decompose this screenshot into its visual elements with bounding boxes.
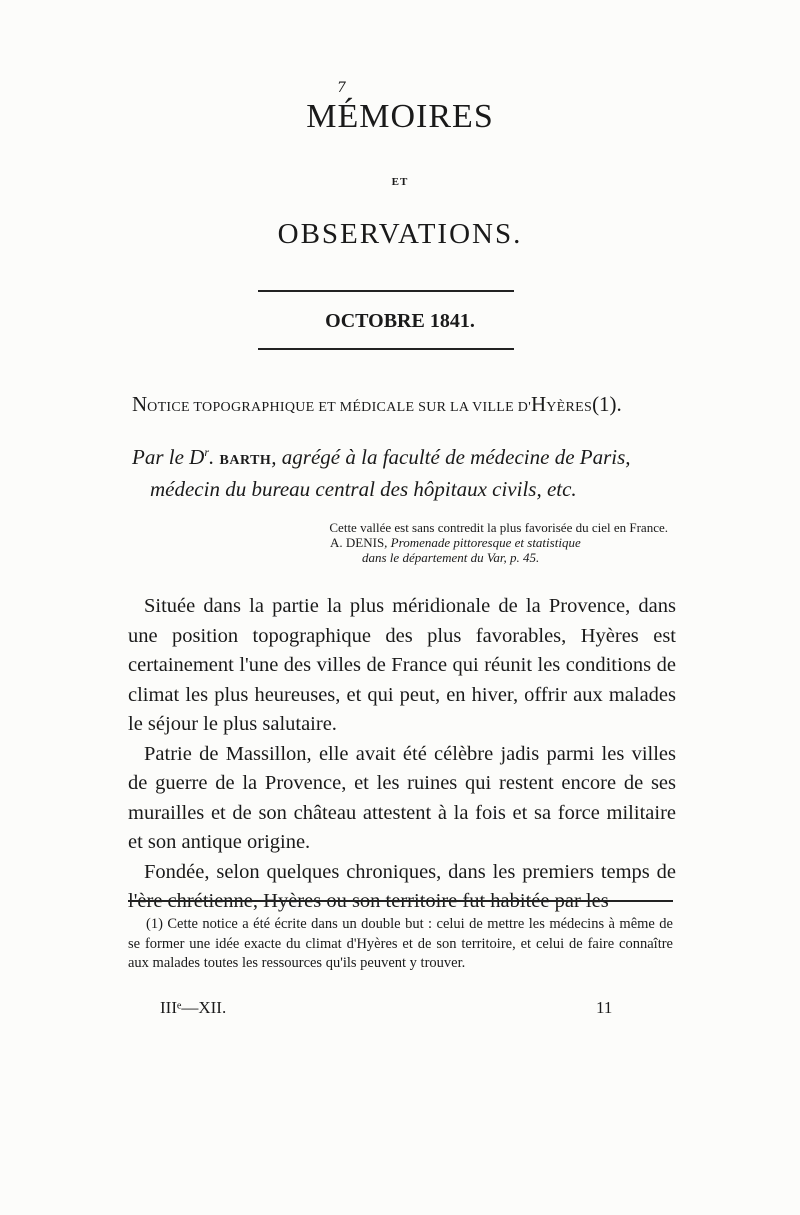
printer-mark: 7 — [337, 80, 346, 96]
epigraph-quote: Cette vallée est sans contredit la plus favorisée du ciel en France. — [329, 520, 668, 535]
author-line-1: Par le $D^r$. BARTH, agrégé à la faculté de médecine de Paris, — [132, 445, 631, 469]
author-name: BARTH — [219, 453, 272, 468]
footnote-rule — [128, 900, 673, 902]
issue-month: OCTOBRE — [325, 310, 425, 332]
body-text — [128, 592, 676, 917]
footnote-reference: (1). — [592, 392, 622, 416]
title-conjunction: ET — [391, 176, 409, 188]
bottom-rule — [258, 348, 514, 350]
issue-date — [0, 310, 800, 333]
author-byline — [132, 438, 677, 503]
title-observations: OBSERVATIONS. — [277, 218, 523, 250]
page-number: 11 — [596, 998, 613, 1017]
paragraph: Située dans la partie la plus méridionale de la Provence, dans une position topographique des plus favorables, Hyères est certainement l'une des villes de France qui réunit les conditions de climat les plus heureuses, et qui peut, en hiver, offrir aux malades le séjour le plus salutaire. — [128, 595, 676, 735]
top-rule — [258, 290, 514, 292]
printer-signature: IIIᵉ—XII. — [160, 998, 227, 1017]
author-line-2: médecin du bureau central des hôpitaux civils, etc. — [150, 477, 577, 501]
paragraph: Fondée, selon quelques chroniques, dans les premiers temps de l'ère chrétienne, Hyères ou son territoire fut habitée par les — [128, 860, 676, 912]
epigraph-source-line-2: dans le département du Var, p. 45. — [362, 550, 540, 565]
footnote — [128, 915, 673, 974]
paragraph: Patrie de Massillon, elle avait été célèbre jadis parmi les villes de guerre de la Provence, et les ruines qui restent encore de ses murailles et de son château attestent à la fois et sa force militaire et son antique origine. — [128, 742, 676, 853]
issue-year: 1841. — [429, 310, 475, 332]
footnote-text: (1) Cette notice a été écrite dans un double but : celui de mettre les médecins à même de se former une idée exacte du climat d'Hyères et de son territoire, et celui de faire connaître aux malades toutes les ressources qu'ils peuvent y trouver. — [128, 916, 673, 971]
epigraph-source: A. DENIS, Promenade pittoresque et statistique — [330, 535, 581, 550]
article-title: NOTICE TOPOGRAPHIQUE ET MÉDICALE SUR LA VILLE D'HYÈRES(1). — [132, 392, 622, 416]
epigraph — [230, 520, 678, 565]
title-memoires: MÉMOIRES — [306, 98, 494, 135]
